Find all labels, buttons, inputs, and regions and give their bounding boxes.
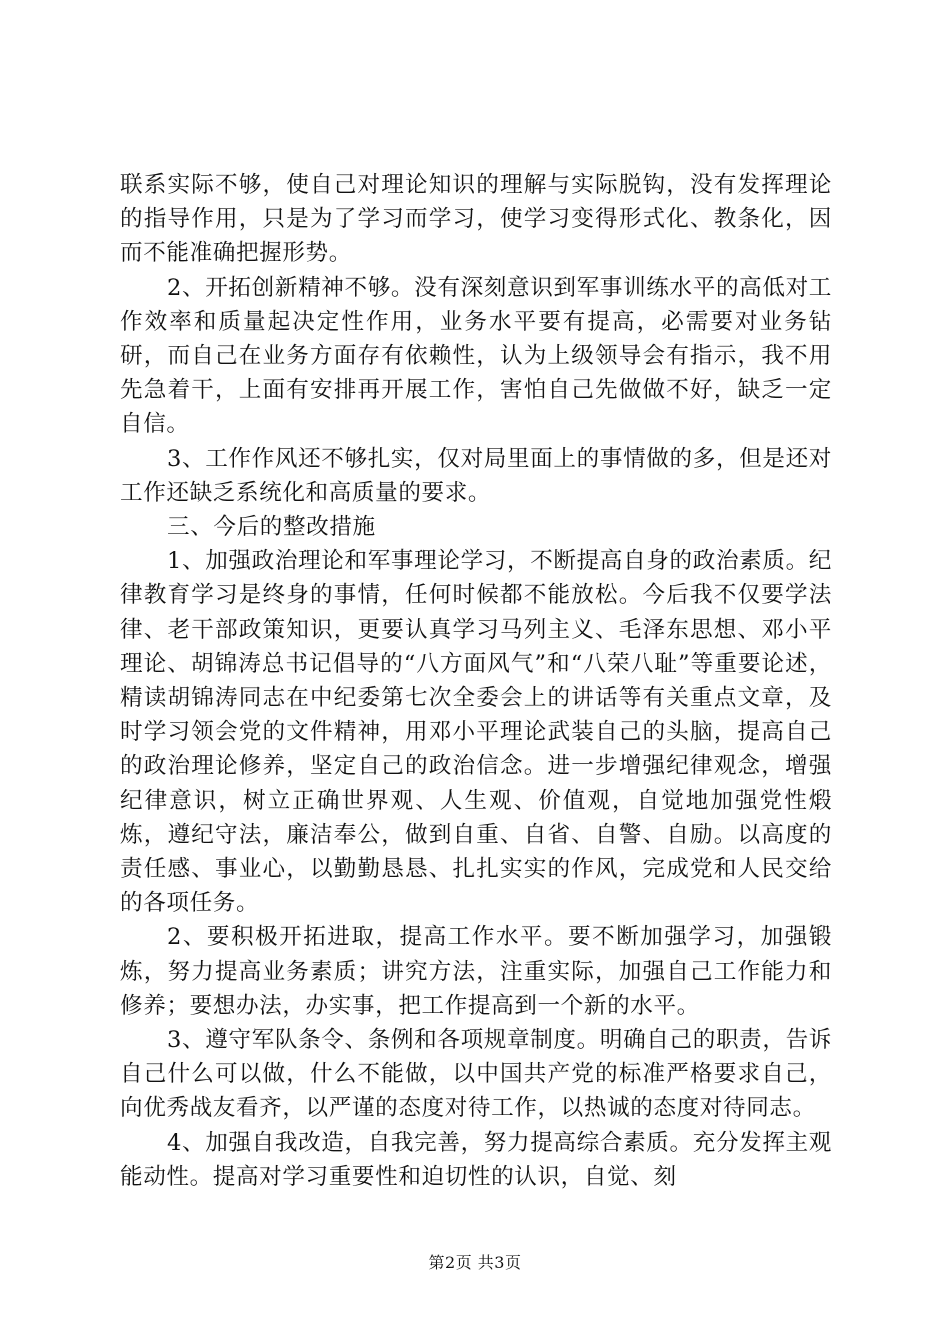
document-body (120, 168, 832, 1194)
paragraph-measure-1-theory-study: 1、加强政治理论和军事理论学习，不断提高自身的政治素质。纪律教育学习是终身的事情，任何时候都不能放松。今后我不仅要学法律、老干部政策知识，更要认真学习马列主义、毛泽东思想、邓小平理论、胡锦涛总书记倡导的“八方面风气”和“八荣八耻”等重要论述，精读胡锦涛同志在中纪委第七次全委会上的讲话等有关重点文章，及时学习领会党的文件精神，用邓小平理论武装自己的头脑，提高自己的政治理论修养，坚定自己的政治信念。进一步增强纪律观念，增强纪律意识，树立正确世界观、人生观、价值观，自觉地加强党性煅炼，遵纪守法，廉洁奉公，做到自重、自省、自警、自励。以高度的责任感、事业心，以勤勤恳恳、扎扎实实的作风，完成党和人民交给的各项任务。 (120, 548, 832, 917)
paragraph-measure-3-regulations: 3、遵守军队条令、条例和各项规章制度。明确自己的职责，告诉自己什么可以做，什么不能做，以中国共产党的标准严格要求自己，向优秀战友看齐，以严谨的态度对待工作，以热诚的态度对待同志。 (120, 1027, 832, 1122)
page-footer (0, 1253, 950, 1273)
paragraph-continuation: 联系实际不够，使自己对理论知识的理解与实际脱钩，没有发挥理论的指导作用，只是为了学习而学习，使学习变得形式化、教条化，因而不能准确把握形势。 (120, 172, 832, 267)
section-heading-rectification: 三、今后的整改措施 (167, 514, 376, 541)
paragraph-item-3-work-style: 3、工作作风还不够扎实，仅对局里面上的事情做的多，但是还对工作还缺乏系统化和高质量的要求。 (120, 445, 832, 506)
page-number-label: 第2页 共3页 (428, 1253, 522, 1272)
paragraph-measure-4-self-improvement: 4、加强自我改造，自我完善，努力提高综合素质。充分发挥主观能动性。提高对学习重要性和迫切性的认识，自觉、刻 (120, 1129, 832, 1190)
paragraph-item-2-innovation: 2、开拓创新精神不够。没有深刻意识到军事训练水平的高低对工作效率和质量起决定性作用，业务水平要有提高，必需要对业务钻研，而自己在业务方面存有依赖性，认为上级领导会有指示，我不用先急着干，上面有安排再开展工作，害怕自己先做做不好，缺乏一定自信。 (120, 274, 832, 438)
paragraph-measure-2-work-level: 2、要积极开拓进取，提高工作水平。要不断加强学习，加强锻炼，努力提高业务素质；讲究方法，注重实际，加强自己工作能力和修养；要想办法，办实事，把工作提高到一个新的水平。 (120, 924, 832, 1019)
